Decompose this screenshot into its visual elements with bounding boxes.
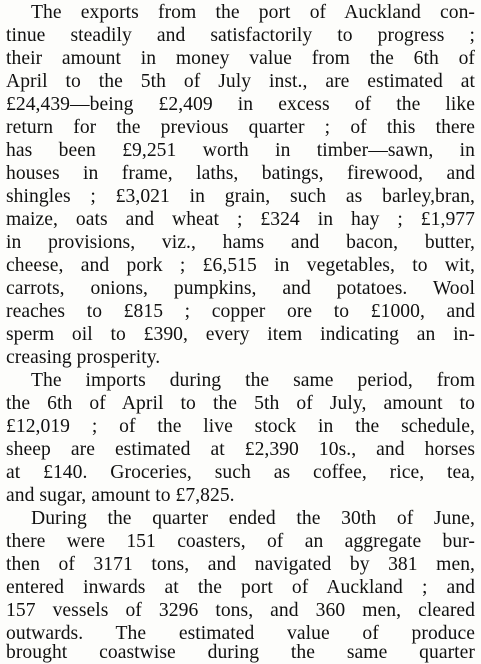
text-line: maize, oats and wheat ; £324 in hay ; £1,977	[6, 209, 475, 230]
text-line: sperm oil to £390, every item indicating an in-	[6, 324, 475, 345]
text-line: at £140. Groceries, such as coffee, rice, tea,	[6, 462, 475, 483]
text-line: The imports during the same period, from	[31, 370, 475, 391]
text-line: houses in frame, laths, batings, firewood, and	[6, 163, 475, 184]
text-line: 157 vessels of 3296 tons, and 360 men, cleared	[6, 600, 475, 621]
text-line: carrots, onions, pumpkins, and potatoes. Wool	[6, 278, 475, 299]
text-line: brought coastwise during the same quarter	[6, 642, 475, 663]
text-line: outwards. The estimated value of produce	[6, 623, 475, 644]
text-line: entered inwards at the port of Auckland ; and	[6, 577, 475, 598]
text-line: The exports from the port of Auckland con-	[31, 2, 475, 23]
text-line: During the quarter ended the 30th of June,	[31, 508, 475, 529]
text-line: their amount in money value from the 6th of	[6, 48, 475, 69]
text-line: the 6th of April to the 5th of July, amount to	[6, 393, 475, 414]
text-line: reaches to £815 ; copper ore to £1000, and	[6, 301, 475, 322]
text-line: has been £9,251 worth in timber—sawn, in	[6, 140, 475, 161]
text-line: creasing prosperity.	[6, 347, 161, 368]
text-line: £12,019 ; of the live stock in the schedule,	[6, 416, 475, 437]
text-line: tinue steadily and satisfactorily to progress ;	[6, 25, 475, 46]
text-line: cheese, and pork ; £6,515 in vegetables, to wit,	[6, 255, 475, 276]
text-line: sheep are estimated at £2,390 10s., and horses	[6, 439, 475, 460]
text-line: then of 3171 tons, and navigated by 381 men,	[6, 554, 475, 575]
text-line: and sugar, amount to £7,825.	[6, 485, 235, 506]
text-line: £24,439—being £2,409 in excess of the like	[6, 94, 475, 115]
text-line: there were 151 coasters, of an aggregate bur-	[6, 531, 475, 552]
text-line: return for the previous quarter ; of this there	[6, 117, 475, 138]
text-line: in provisions, viz., hams and bacon, butter,	[6, 232, 475, 253]
text-line: shingles ; £3,021 in grain, such as barley,bran,	[6, 186, 475, 207]
text-line: April to the 5th of July inst., are estimated at	[6, 71, 475, 92]
